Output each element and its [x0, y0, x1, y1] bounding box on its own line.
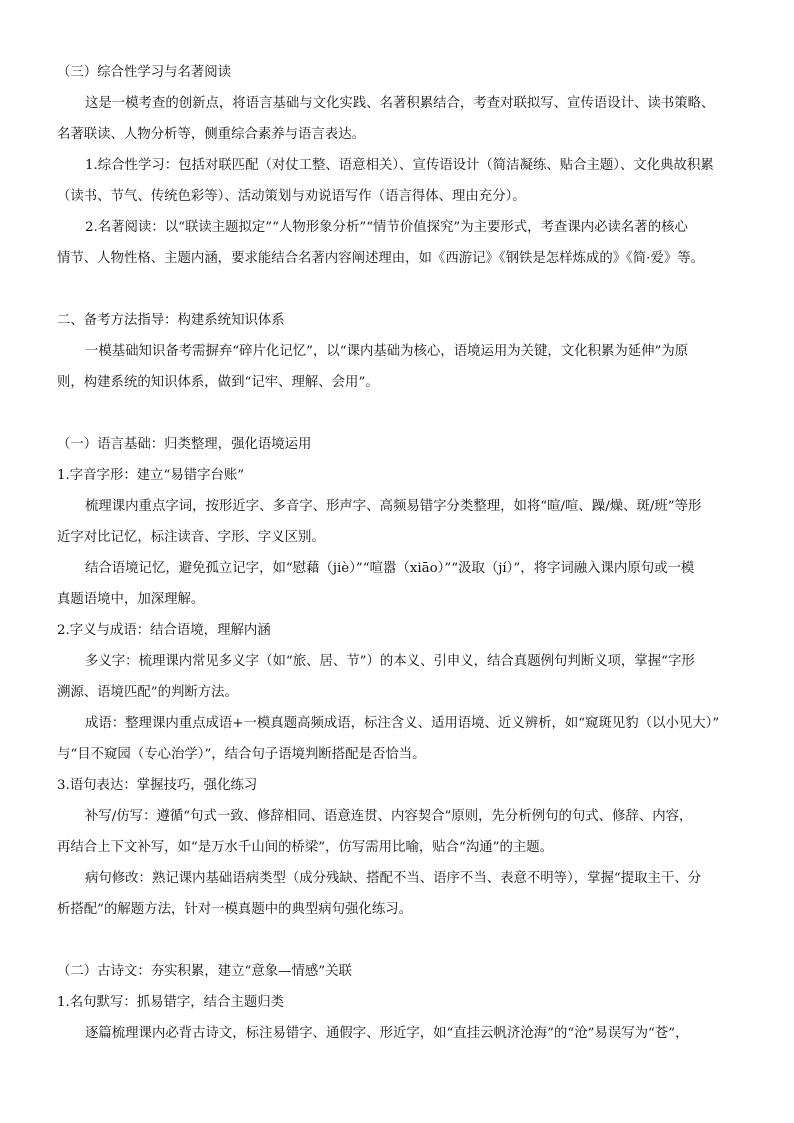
- heading-method-guidance: 二、备考方法指导：构建系统知识体系: [57, 313, 285, 328]
- subheading-word-meaning: 2.字义与成语：结合语境，理解内涵: [57, 623, 271, 638]
- paragraph-line: 逐篇梳理课内必背古诗文，标注易错字、通假字、形近字，如“直挂云帆济沧海”的“沧”易误写为“苍”，: [85, 1026, 689, 1041]
- paragraph-line: 补写/仿写：遵循“句式一致、修辞相同、语意连贯、内容契合”原则，先分析例句的句式、修辞、内容，: [85, 809, 693, 824]
- paragraph-line: 成语：整理课内重点成语+一模真题高频成语，标注含义、适用语境、近义辨析，如“窥斑见豹（以小见大）”: [85, 716, 720, 731]
- paragraph-line: 病句修改：熟记课内基础语病类型（成分残缺、搭配不当、语序不当、表意不明等），掌握“提取主干、分: [85, 871, 702, 886]
- paragraph-line: 多义字：梳理课内常见多义字（如“旅、居、节”）的本义、引申义，结合真题例句判断义项，掌握“字形: [85, 654, 695, 669]
- paragraph-line: 析搭配”的解题方法，针对一模真题中的典型病句强化练习。: [57, 902, 412, 917]
- subheading-sentence-expression: 3.语句表达：掌握技巧，强化练习: [57, 778, 258, 793]
- paragraph-line: （读书、节气、传统色彩等）、活动策划与劝说语写作（语言得体、理由充分）。: [57, 189, 526, 204]
- paragraph-line: 真题语境中，加深理解。: [57, 592, 205, 607]
- paragraph-line: 名著联读、人物分析等，侧重综合素养与语言表达。: [57, 127, 365, 142]
- paragraph-line: 1.综合性学习：包括对联匹配（对仗工整、语意相关）、宣传语设计（简洁凝练、贴合主题）、文化典故积累: [85, 158, 714, 173]
- paragraph-line: 情节、人物性格、主题内涵，要求能结合名著内容阐述理由，如《西游记》《钢铁是怎样炼成的》《简·爱》等。: [57, 251, 704, 266]
- paragraph-line: 与“目不窥园（专心治学）”，结合句子语境判断搭配是否恰当。: [57, 747, 426, 762]
- paragraph-line: 梳理课内重点字词，按形近字、多音字、形声字、高频易错字分类整理，如将“暄/喧、躁/燥、斑/班”等形: [85, 499, 702, 514]
- paragraph-line: 2.名著阅读：以“联读主题拟定”“人物形象分析”“情节价值探究”为主要形式，考查课内必读名著的核心: [85, 220, 688, 235]
- paragraph-line: 再结合上下文补写，如“是万水千山间的桥梁”，仿写需用比喻，贴合“沟通”的主题。: [57, 840, 554, 855]
- paragraph-line: 这是一模考查的创新点，将语言基础与文化实践、名著积累结合，考查对联拟写、宣传语设计、读书策略、: [85, 96, 715, 111]
- heading-language-basics: （一）语言基础：归类整理，强化语境运用: [57, 437, 312, 452]
- paragraph-line: 则，构建系统的知识体系，做到“记牢、理解、会用”。: [57, 375, 379, 390]
- paragraph-line: 一模基础知识备考需摒弃“碎片化记忆”，以“课内基础为核心，语境运用为关键，文化积累为延伸”为原: [85, 344, 689, 359]
- subheading-pronunciation: 1.字音字形：建立“易错字台账”: [57, 468, 245, 483]
- paragraph-line: 结合语境记忆，避免孤立记字，如“慰藉（jiè）”“喧嚣（xiāo）”“汲取（jí）”，将字词融入课内原句或一模: [85, 561, 695, 576]
- paragraph-line: 近字对比记忆，标注读音、字形、字义区别。: [57, 530, 325, 545]
- paragraph-line: 溯源、语境匹配”的判断方法。: [57, 685, 238, 700]
- heading-comprehensive-reading: （三）综合性学习与名著阅读: [57, 65, 232, 80]
- subheading-dictation: 1.名句默写：抓易错字，结合主题归类: [57, 995, 285, 1010]
- heading-classical-poetry: （二）古诗文：夯实积累，建立“意象—情感”关联: [57, 964, 352, 979]
